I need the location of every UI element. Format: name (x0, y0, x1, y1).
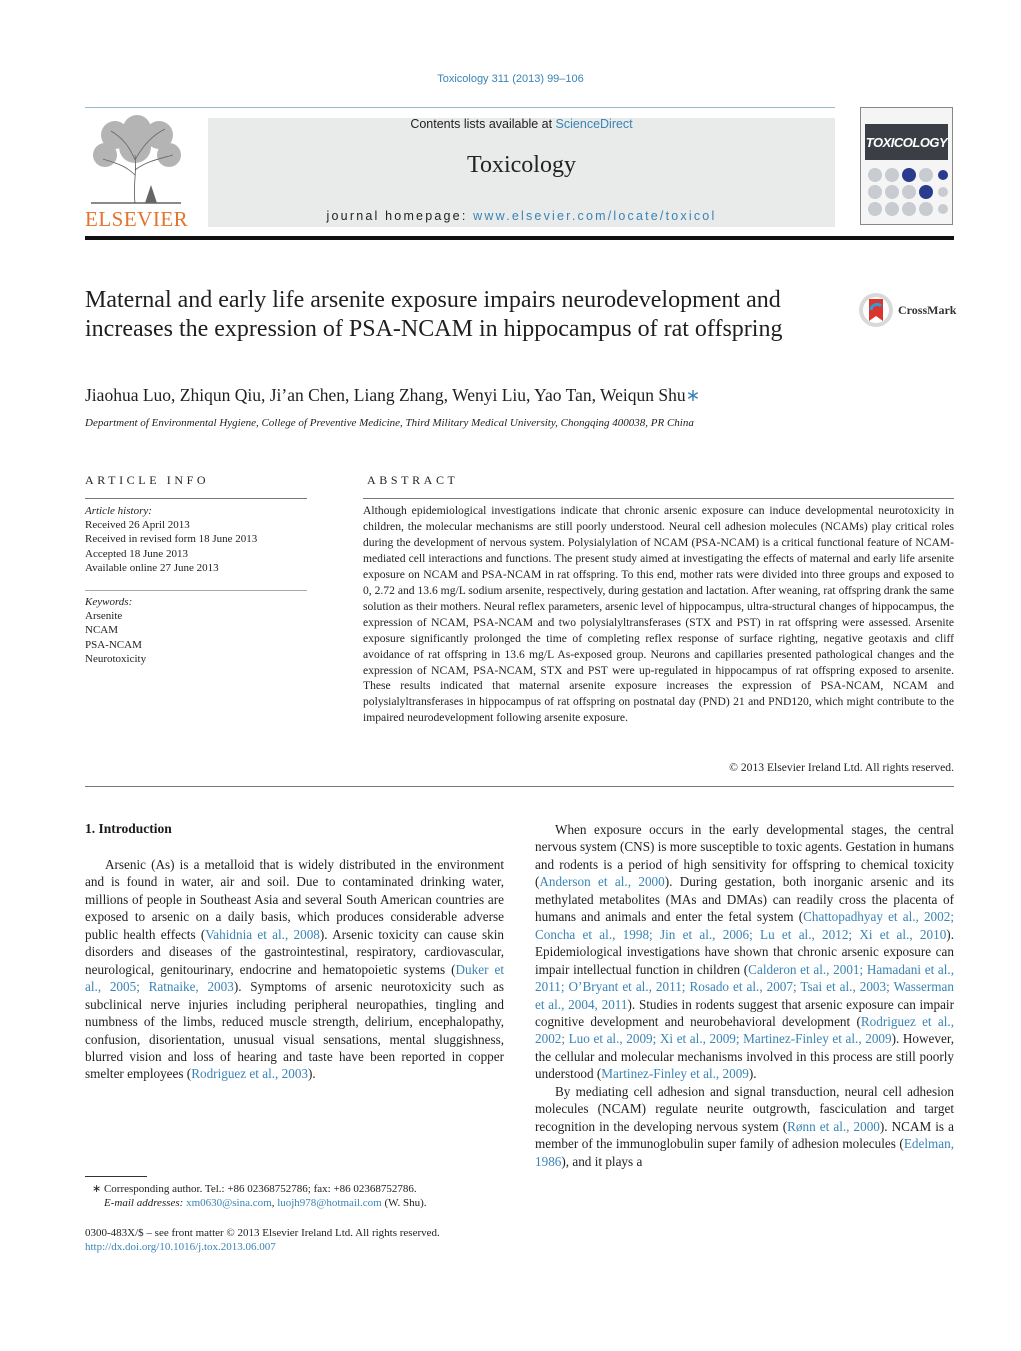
reference-link[interactable]: Vahidnia et al., 2008 (205, 926, 320, 942)
footnote-rule (85, 1176, 147, 1177)
body-column-right (535, 821, 954, 1170)
body-text: ). Arsenic toxicity can cause skin disorders and diseases of the gastrointestinal, respiratory, cardiovascular, neurological, genitourinary, endocrine and hematopoietic systems ( (85, 926, 504, 977)
crossmark-label[interactable]: CrossMark (898, 303, 957, 317)
reference-link[interactable]: Edelman, 1986 (535, 1136, 954, 1169)
body-text: ). (748, 1066, 757, 1082)
body-column-left (85, 856, 504, 1083)
paragraph (535, 821, 954, 1083)
history-received: Received 26 April 2013 (85, 519, 190, 532)
keyword: PSA-NCAM (85, 638, 142, 651)
reference-link[interactable]: Calderon et al., 2001; Hamadani et al., 2011; O’Bryant et al., 2011; Rosado et al., 2007; Tsai et al., 2003; Wasserman et al., 2004, 2011 (535, 961, 955, 1012)
elsevier-wordmark: ELSEVIER (85, 207, 189, 231)
reference-link[interactable]: Rodriguez et al., 2002; Luo et al., 2009; Xi et al., 2009; Martinez-Finley et al., 2009 (535, 1013, 954, 1047)
abstract-rule (363, 498, 954, 499)
email-link[interactable]: luojh978@hotmail.com (277, 1197, 382, 1209)
journal-cover[interactable] (860, 107, 953, 225)
body-rule (85, 786, 954, 787)
journal-citation[interactable]: Toxicology 311 (2013) 99–106 (437, 73, 584, 85)
cover-dots-graphic (866, 166, 948, 218)
body-text: ). NCAM is a member of the immunoglobulin super family of adhesion molecules ( (535, 1118, 954, 1152)
body-text: Arsenic (As) is a metalloid that is widely distributed in the environment and is found in water, air and soil. Due to contaminated drinking water, millions of people in Southeast Asia and several South American countries are exposed to arsenic on a daily basis, which produces considerable adverse public health effects ( (85, 857, 504, 942)
keyword: NCAM (85, 624, 119, 637)
article-info-rule (85, 498, 307, 499)
email-link[interactable]: xm0630@sina.com (186, 1197, 272, 1209)
reference-link[interactable]: Rønn et al., 2000 (787, 1118, 880, 1134)
keyword: Arsenite (85, 610, 123, 623)
reference-link[interactable]: Duker et al., 2005; Ratnaike, 2003 (85, 961, 504, 995)
email-note: E-mail addresses: xm0630@sina.com, luojh978@hotmail.com (W. Shu). (104, 1197, 427, 1209)
author-list: Jiaohua Luo, Zhiqun Qiu, Ji’an Chen, Liang Zhang, Wenyi Liu, Yao Tan, Weiqun Shu∗ (85, 385, 701, 405)
history-heading: Article history: (85, 505, 152, 517)
corresponding-author-marker[interactable]: ∗ (685, 385, 701, 405)
doi-link[interactable]: http://dx.doi.org/10.1016/j.tox.2013.06.007 (85, 1241, 276, 1253)
header-thick-rule (85, 236, 954, 240)
section-heading: 1. Introduction (85, 821, 172, 836)
article-history (85, 504, 307, 575)
journal-homepage: journal homepage: www.elsevier.com/locate/toxicol (326, 209, 717, 223)
header-rule (85, 107, 835, 108)
body-text: By mediating cell adhesion and signal transduction, neural cell adhesion molecules (NCAM) regulate neurite outgrowth, fasciculation and target recognition in the developing nervous system ( (535, 1083, 954, 1134)
history-online: Available online 27 June 2013 (85, 561, 219, 574)
cover-title: TOXICOLOGY (865, 124, 948, 160)
reference-link[interactable]: Martinez-Finley et al., 2009 (601, 1066, 749, 1082)
body-text: ). However, the cellular and molecular mechanisms involved in this process are still poorly understood ( (535, 1031, 955, 1082)
body-text: ). (308, 1066, 316, 1082)
body-text: ). Epidemiological investigations have shown that chronic arsenic exposure can impair intellectual function in children ( (535, 926, 954, 977)
keywords (85, 595, 307, 666)
sciencedirect-link[interactable]: ScienceDirect (555, 117, 633, 131)
body-text: ). Studies in rodents suggest that arsenic exposure can impair cognitive development and neurobehavioral development ( (535, 996, 954, 1029)
reference-link[interactable]: Chattopadhyay et al., 2002; Concha et al., 1998; Jin et al., 2006; Lu et al., 2012; Xi et al., 2010 (535, 909, 954, 942)
keyword: Neurotoxicity (85, 652, 147, 665)
body-text: ). Symptoms of arsenic neurotoxicity such as subclinical nerve injuries including peripheral neuropathies, tingling and numbness of the limbs, reduced muscle strength, delirium, encephalopathy, confusion, disorientation, unusual visual sensations, mental sluggishness, blurred vision and loss of hearing and taste have been reported in copper smelter employees ( (85, 979, 504, 1082)
corresponding-author-note: ∗ Corresponding author. Tel.: +86 02368752786; fax: +86 02368752786. (92, 1183, 417, 1195)
article-title: Maternal and early life arsenite exposure impairs neurodevelopment and increases the expression of PSA-NCAM in hippocampus of rat offspring (85, 287, 783, 342)
body-text: ). During gestation, both inorganic arsenic and its methylated metabolites (MAs and DMAs) can readily cross the placenta of humans and animals and enter the fetal system ( (535, 874, 955, 925)
body-text: ), and it plays a (561, 1153, 643, 1169)
abstract-text: Although epidemiological investigations indicate that chronic arsenic exposure can induce developmental neurotoxicity in children, the molecular mechanisms are still poorly understood. Neural cell adhesion molecules (NCAMs) play critical roles during the development of nervous system. Polysialylation of NCAM (PSA-NCAM) is a critical functional feature of NCAM-mediated cell interactions and functions. The present study aimed at investigating the effects of maternal and early life arsenite exposure on NCAM and PSA-NCAM in rat offspring. To this end, mother rats were divided into three groups and exposed to 0, 2.72 and 13.6 mg/L sodium arsenite, respectively, during gestation and lactation. After weaning, rat offspring drank the same solution as their mothers. Neural reflex parameters, arsenic level of hippocampus, ultra-structural changes of hippocampus, the expression of NCAM, PSA-NCAM and two polysialyltransferases (STX and PST) in rat offspring were assessed. Arsenite exposure significantly prolonged the time of completing reflex response of surface righting, negative geotaxis and cliff avoidance of rat offspring in 13.6 mg/L As-exposed group. Neurons and capillaries presented pathological changes and the expression of NCAM, PSA-NCAM, STX and PST were up-regulated in hippocampus of rat offspring exposed to arsenite. These results indicated that maternal arsenite exposure increases the expression of PSA-NCAM, NCAM and polysialyltransferases in hippocampus of rat offspring on postnatal day (PND) 21 and PND120, which might contribute to the impaired neurodevelopment following arsenite exposure. (363, 504, 954, 725)
homepage-link[interactable]: www.elsevier.com/locate/toxicol (473, 209, 717, 223)
paragraph (535, 1083, 954, 1170)
affiliation: Department of Environmental Hygiene, College of Preventive Medicine, Third Military Medical University, Chongqing 400038, PR China (85, 417, 694, 429)
keywords-rule (85, 590, 307, 591)
reference-link[interactable]: Rodriguez et al., 2003 (191, 1066, 309, 1082)
abstract-copyright: © 2013 Elsevier Ireland Ltd. All rights reserved. (729, 761, 954, 774)
article-info-label: ARTICLE INFO (85, 473, 210, 487)
journal-name: Toxicology (467, 152, 576, 178)
reference-link[interactable]: Anderson et al., 2000 (539, 874, 665, 890)
abstract-label: ABSTRACT (367, 473, 459, 487)
paragraph (85, 856, 504, 1083)
body-text: When exposure occurs in the early developmental stages, the central nervous system (CNS) is more susceptible to toxic agents. Gestation in humans and rodents is a period of high sensitivity for offspring to chemical toxicity ( (535, 822, 955, 890)
history-accepted: Accepted 18 June 2013 (85, 547, 188, 560)
keywords-heading: Keywords: (85, 596, 133, 608)
history-revised: Received in revised form 18 June 2013 (85, 533, 258, 546)
contents-line: Contents lists available at ScienceDirect (410, 117, 633, 131)
issn-note: 0300-483X/$ – see front matter © 2013 Elsevier Ireland Ltd. All rights reserved. (85, 1227, 440, 1239)
